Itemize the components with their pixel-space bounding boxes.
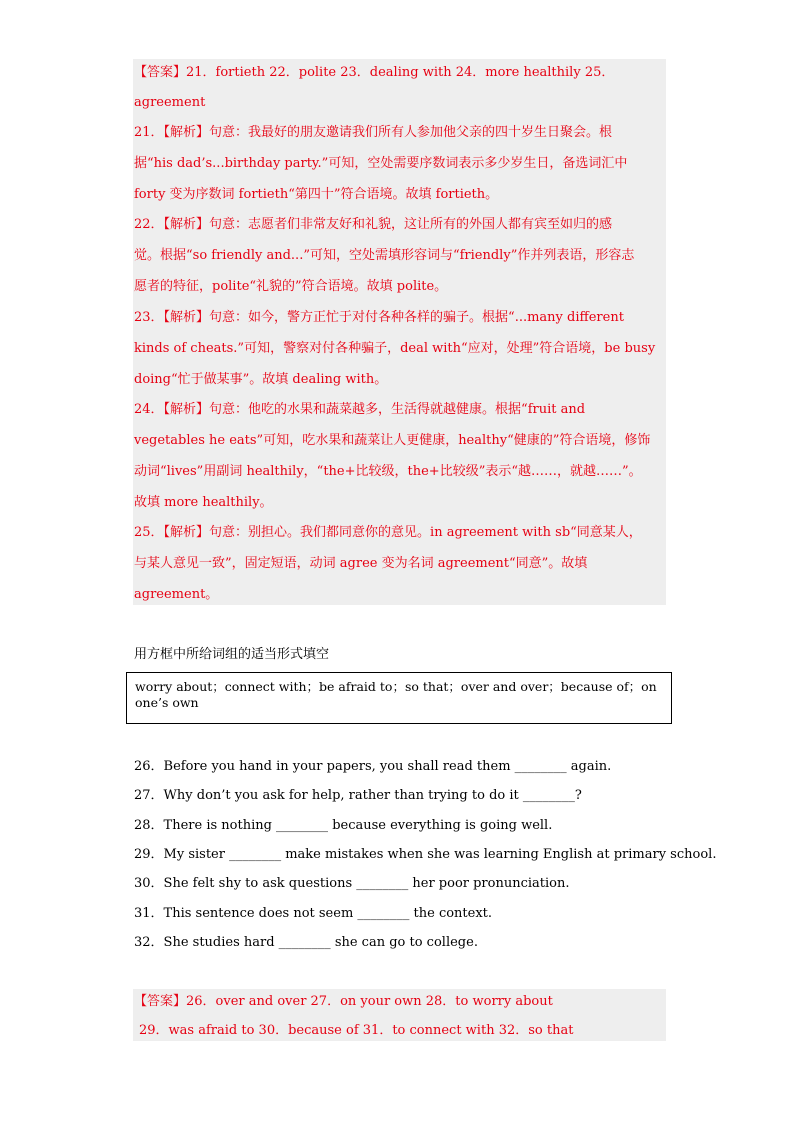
question-item: 30．She felt shy to ask questions ________ her poor pronunciation. [134, 876, 570, 891]
explanation-line: 22．【解析】句意：志愿者们非常友好和礼貌，这让所有的外国人都有宾至如归的感 [134, 217, 613, 232]
answer-line: 【答案】26．over and over 27．on your own 28．to worry about [134, 994, 553, 1009]
explanation-line: 25．【解析】句意：别担心。我们都同意你的意见。in agreement with sb“同意某人， [134, 525, 642, 540]
explanation-line: 觉。根据“so friendly and...”可知，空处需填形容词与“friendly”作并列表语，形容志 [134, 248, 635, 263]
answer-line: 【答案】21．fortieth 22．polite 23．dealing with 24．more healthily 25． [134, 65, 615, 80]
explanation-line: agreement。 [134, 587, 219, 602]
question-item: 26．Before you hand in your papers, you shall read them ________ again. [134, 759, 612, 774]
explanation-line: 动词“lives”用副词 healthily，“the+比较级，the+比较级”表示“越……，就越……”。 [134, 464, 642, 479]
word-bank-box [126, 672, 672, 724]
explanation-line: 21．【解析】句意：我最好的朋友邀请我们所有人参加他父亲的四十岁生日聚会。根 [134, 125, 613, 140]
explanation-line: forty 变为序数词 fortieth“第四十”符合语境。故填 fortieth。 [134, 187, 499, 202]
explanation-line: 24．【解析】句意：他吃的水果和蔬菜越多，生活得就越健康。根据“fruit and [134, 402, 586, 417]
question-item: 31．This sentence does not seem ________ the context. [134, 906, 493, 921]
instruction-heading: 用方框中所给词组的适当形式填空 [134, 647, 330, 662]
explanation-line: doing“忙于做某事”。故填 dealing with。 [134, 372, 388, 387]
explanation-line: kinds of cheats.”可知，警察对付各种骗子，deal with“应对，处理”符合语境，be busy [134, 341, 656, 356]
answer-line: 29．was afraid to 30．because of 31．to connect with 32．so that [139, 1023, 574, 1038]
question-item: 32．She studies hard ________ she can go to college. [134, 935, 478, 950]
explanation-line: vegetables he eats”可知，吃水果和蔬菜让人更健康，healthy“健康的”符合语境，修饰 [134, 433, 651, 448]
question-item: 28．There is nothing ________ because everything is going well. [134, 818, 553, 833]
question-item: 29．My sister ________ make mistakes when she was learning English at primary school. [134, 847, 717, 862]
question-item: 27．Why don’t you ask for help, rather than trying to do it ________? [134, 788, 582, 803]
answer-line: agreement [134, 95, 206, 110]
explanation-line: 据“his dad’s...birthday party.”可知，空处需要序数词表示多少岁生日，备选词汇中 [134, 156, 628, 171]
word-bank-text: worry about；connect with；be afraid to；so that；over and over；because of；on one’s own [135, 679, 657, 710]
explanation-line: 与某人意见一致”，固定短语，动词 agree 变为名词 agreement“同意”。故填 [134, 556, 588, 571]
explanation-line: 23．【解析】句意：如今，警方正忙于对付各种各样的骗子。根据“...many different [134, 310, 624, 325]
explanation-line: 故填 more healthily。 [134, 495, 273, 510]
explanation-line: 愿者的特征，polite“礼貌的”符合语境。故填 polite。 [134, 279, 448, 294]
